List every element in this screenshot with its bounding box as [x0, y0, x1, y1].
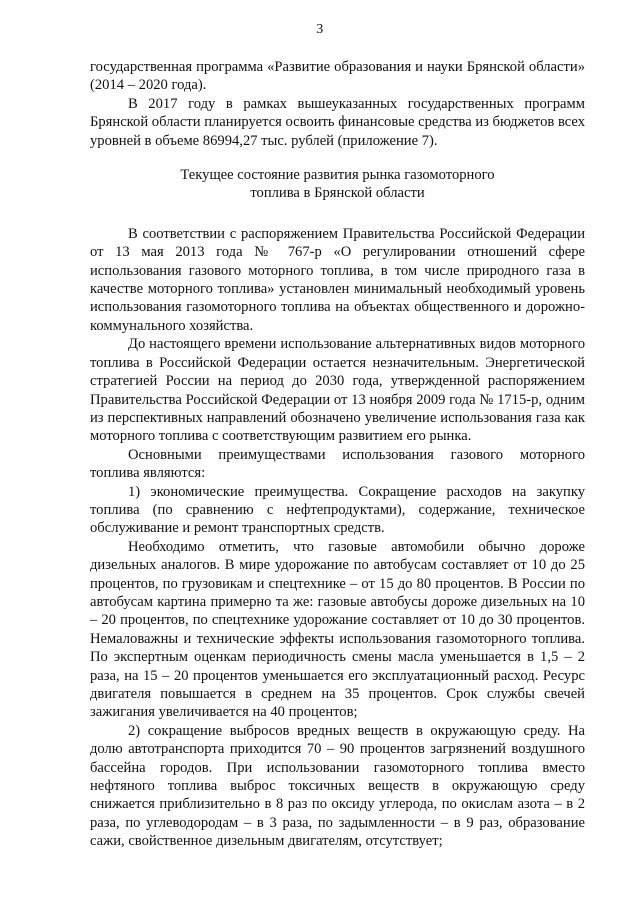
paragraph-emissions-reduction: 2) сокращение выбросов вредных веществ в окружающую среду. На долю автотранспорта приходится 70 – 90 процентов загрязнений воздушного бассейна городов. При использовании газомоторного топлива вместо нефтяного топлива выброс токсичных веществ в окружающую среду снижается приблизительно в 8 раз по оксиду углерода, по окислам азота – в 2 раза, по углеводородам – в 3 раза, по задымленности – в 9 раз, образование сажи, свойственное дизельным двигателям, отсутствует;: [90, 722, 585, 850]
paragraph-cost-comparison: Необходимо отметить, что газовые автомобили обычно дороже дизельных аналогов. В мире удорожание по автобусам составляет от 10 до 25 процентов, по грузовикам и спецтехнике – от 15 до 80 процентов. В России по автобусам картина примерно та же: газовые автобусы дороже дизельных на 10 – 20 процентов, по спецтехнике удорожание составляет от 10 до 30 процентов. Немаловажны и технические эффекты использования газомоторного топлива. По экспертным оценкам периодичность смены масла уменьшается в 1,5 – 2 раза, на 15 – 20 процентов уменьшается его эксплуатационный расход. Ресурс двигателя повышается в среднем на 35 процентов. Срок службы свечей зажигания увеличивается на 40 процентов;: [90, 538, 585, 721]
section-heading-line-2: топлива в Брянской области: [250, 185, 425, 202]
paragraph-program-continuation: государственная программа «Развитие образования и науки Брянской области» (2014 – 2020 года).: [90, 59, 585, 94]
paragraph-energy-strategy: До настоящего времени использование альтернативных видов моторного топлива в Российской Федерации остается незначительным. Энергетической стратегией России на период до 2030 года, утвержденной распоряжением Правительства Российской Федерации от 13 ноября 2009 года № 1715-р, одним из перспективных направлений обозначено увеличение использования газа как моторного топлива с соответствующим развитием его рынка.: [90, 336, 585, 445]
section-heading-line-1: Текущее состояние развития рынка газомоторного: [180, 167, 495, 184]
section-heading: [90, 166, 585, 203]
page-number: 3: [316, 22, 324, 37]
paragraph-funding-2017: В 2017 году в рамках вышеуказанных государственных программ Брянской области планируется освоить финансовые средства из бюджетов всех уровней в объеме 86994,27 тыс. рублей (приложение 7).: [90, 95, 585, 149]
paragraph-advantages-intro: Основными преимуществами использования газового моторного топлива являются:: [90, 446, 585, 482]
document-body: [90, 58, 585, 851]
paragraph-government-order: В соответствии с распоряжением Правительства Российской Федерации от 13 мая 2013 года № 767-р «О регулировании отношений сфере использования газового моторного топлива, в том числе природного газа в качестве моторного топлива» установлен минимальный необходимый уровень использования газомоторного топлива на объектах общественного и дорожно-коммунального хозяйства.: [90, 225, 585, 334]
paragraph-economic-advantages: 1) экономические преимущества. Сокращение расходов на закупку топлива (по сравнению с нефтепродуктами), содержание, техническое обслуживание и ремонт транспортных средств.: [90, 483, 585, 537]
